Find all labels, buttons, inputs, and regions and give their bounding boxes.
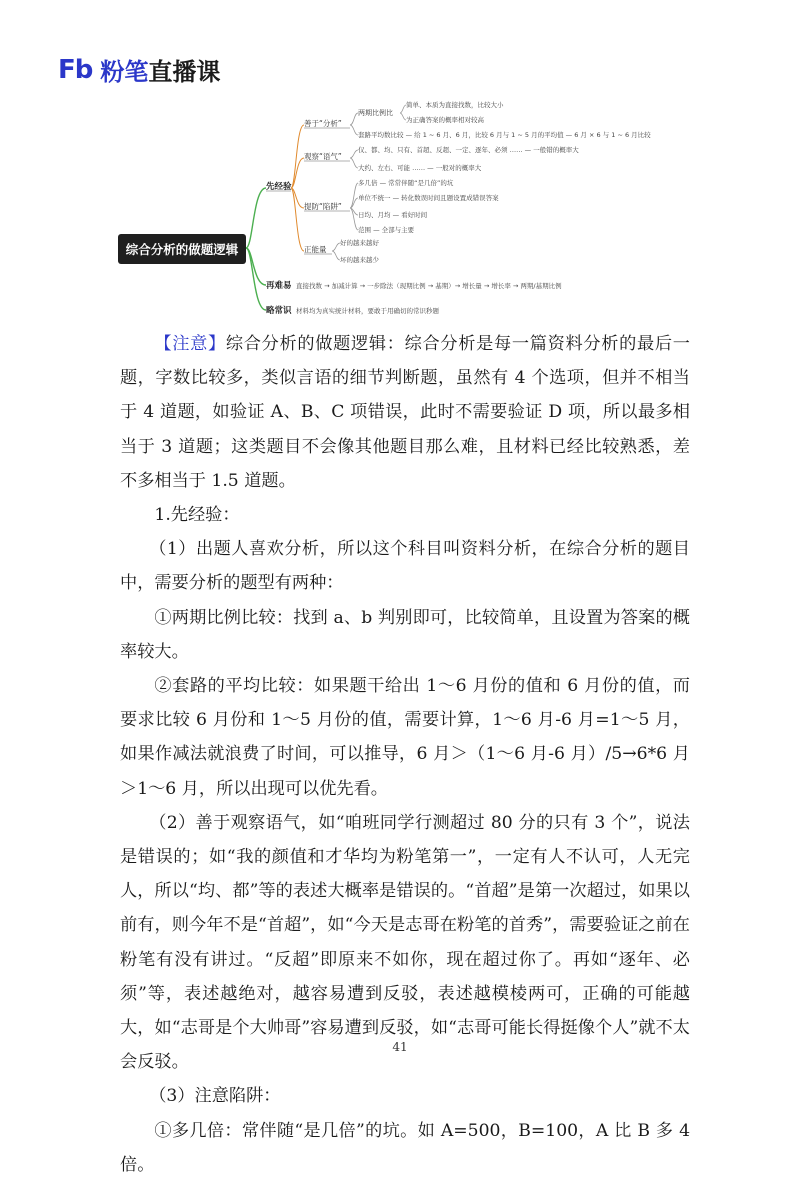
brand-name-b: 直播课 [148, 58, 221, 86]
paragraph-tone: （2）善于观察语气，如“咱班同学行测超过 80 分的只有 3 个”，说法是错误的；如“我的颜值和才华均为粉笔第一”，一定有人不认可，人无完人，所以“均、都”等的表述大概率是错误的。“首超”是第一次超过，如果以前有，则今年不是“首超”，如“今天是志哥在粉笔的首秀”，需要验证之前在粉笔有没有讲过。“反超”即原来不如你，现在超过你了。再如“逐年、必须”等，表述越绝对，越容易遭到反驳，表述越模棱两可，正确的可能越大，如“志哥是个大帅哥”容易遭到反驳，如“志哥可能长得挺像个人”就不太会反驳。 [120, 812, 690, 1073]
node-energy-a: 好的越来越好 [340, 239, 379, 247]
node-analysis: 善于“分析” [304, 119, 342, 128]
node-two-period-b: 为正确答案的概率相对较高 [406, 116, 484, 124]
node-energy: 正能量 [304, 245, 327, 254]
node-trap-c: 日均、月均 — 看好时间 [358, 211, 428, 219]
page-number: 41 [392, 1040, 408, 1054]
paragraph-two-period: ①两期比例比较：找到 a、b 判别即可，比较简单，且设置为答案的概率较大。 [120, 607, 690, 662]
branch-common: 略常识 [266, 306, 292, 316]
node-common: 材料均为真实统计材料，要敢于用确切的常识秒题 [296, 307, 439, 315]
brand-logo [58, 52, 220, 87]
fb-logo-icon: Fb [58, 54, 93, 85]
node-trap-d: 范围 — 全部与主要 [358, 226, 415, 234]
branch-difficulty: 再难易 [266, 281, 292, 291]
paragraph-note [120, 327, 690, 498]
node-avg: 套路平均数比较 — 给 1 ~ 6 月、6 月，比较 6 月与 1 ~ 5 月的平均值 — 6 月 × 6 与 1 ~ 6 月比较 [358, 131, 651, 139]
brand-name [100, 52, 220, 87]
paragraph-heading-1: 1.先经验： [154, 505, 240, 526]
node-difficulty: 直接找数 → 加减计算 → 一步除法（现期比例 → 基期）→ 增长量 → 增长率 → 两期/基期比例 [296, 282, 562, 290]
note-tag: 【注意】 [154, 334, 226, 354]
node-two-period: 两期比例比 [358, 109, 393, 117]
node-two-period-a: 简单、本质为直接找数，比较大小 [406, 101, 504, 109]
node-tone: 观察“语气” [304, 152, 342, 161]
node-tone-b: 大约、左右、可能 …… — 一般对的概率大 [358, 164, 482, 172]
brand-name-a: 粉笔 [100, 58, 149, 86]
note-text: 综合分析的做题逻辑：综合分析是每一篇资料分析的最后一题，字数比较多，类似言语的细节判断题，虽然有 4 个选项，但并不相当于 4 道题，如验证 A、B、C 项错误，此时不需要验证 D 项，所以最多相当于 3 道题；这类题目不会像其他题目那么难，且材料已经比较熟悉，差不多相当于 1.5 道题。 [120, 334, 690, 491]
node-energy-b: 坏的越来越少 [340, 256, 379, 264]
paragraph-analysis: （1）出题人喜欢分析，所以这个科目叫资料分析，在综合分析的题目中，需要分析的题型有两种： [120, 539, 690, 594]
paragraph-trap-heading: （3）注意陷阱： [149, 1086, 281, 1107]
node-trap-a: 多几倍 — 常常伴随“是几倍”的坑 [358, 179, 454, 187]
mindmap-root: 综合分析的做题逻辑 [125, 242, 239, 257]
paragraph-trap-1: ①多几倍：常伴随“是几倍”的坑。如 A=500，B=100，A 比 B 多 4 倍。 [120, 1120, 690, 1175]
node-tone-a: 仅、都、均、只有、首超、反超、一定、逐年、必须 …… — 一般错的概率大 [358, 146, 579, 154]
paragraph-average: ②套路的平均比较：如果题干给出 1～6 月份的值和 6 月份的值，而要求比较 6 月份和 1～5 月份的值，需要计算，1～6 月-6 月=1～5 月，如果作减法就浪费了时间，可以推导，6 月＞（1～6 月-6 月）/5→6*6 月＞1～6 月，所以出现可以优先看。 [120, 676, 690, 799]
node-trap: 提防“陷阱” [304, 202, 342, 211]
mind-map [118, 88, 698, 320]
node-trap-b: 单位不统一 — 转化数误时间且题设置成错误答案 [358, 194, 499, 202]
branch-experience: 先经验 [266, 182, 292, 192]
